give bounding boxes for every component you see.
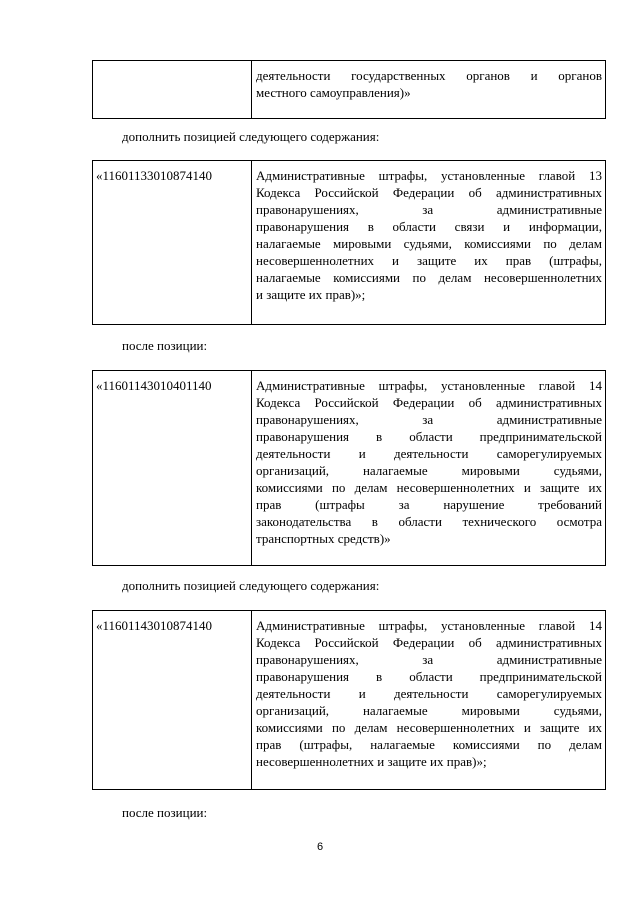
description-line: несовершеннолетних и защите их прав)»; — [256, 754, 487, 769]
description-line: комиссиями по делам несовершеннолетних и защите их — [256, 720, 602, 735]
description-line: правонарушения в области связи и информации, — [256, 219, 602, 234]
description-line: Кодекса Российской Федерации об административных — [256, 395, 602, 410]
description-line: правонарушения в области предпринимательской — [256, 429, 602, 444]
description-line: и защите их прав)»; — [256, 287, 366, 302]
table-4-code: «11601143010874140 — [93, 611, 252, 789]
description-line: Кодекса Российской Федерации об административных — [256, 185, 602, 200]
table-3-description — [252, 371, 606, 565]
description-line: налагаемые мировыми судьями, комиссиями по делам — [256, 236, 602, 251]
description-line: Административные штрафы, установленные главой 13 — [256, 168, 602, 183]
description-line: правонарушениях, за административные — [256, 652, 602, 667]
description-line: деятельности и деятельности саморегулируемых — [256, 686, 602, 701]
description-line: местного самоуправления)» — [256, 85, 411, 100]
description-line: деятельности государственных органов и органов — [256, 68, 602, 83]
description-line: прав (штрафы, налагаемые комиссиями по делам — [256, 737, 602, 752]
description-line: несовершеннолетних и защите их прав (штрафы, — [256, 253, 602, 268]
description-line: законодательства в области технического осмотра — [256, 514, 602, 529]
description-line: Кодекса Российской Федерации об административных — [256, 635, 602, 650]
table-1-code — [93, 61, 252, 118]
table-2-code: «11601133010874140 — [93, 161, 252, 324]
description-line: правонарушениях, за административные — [256, 202, 602, 217]
description-line: комиссиями по делам несовершеннолетних и защите их — [256, 480, 602, 495]
description-line: организаций, налагаемые мировыми судьями, — [256, 463, 602, 478]
description-line: транспортных средств)» — [256, 531, 391, 546]
page-number: 6 — [316, 841, 324, 853]
description-line: правонарушениях, за административные — [256, 412, 602, 427]
description-line: правонарушения в области предпринимательской — [256, 669, 602, 684]
paragraph-add-position-2: дополнить позицией следующего содержания: — [122, 578, 380, 593]
description-line: прав (штрафы за нарушение требований — [256, 497, 602, 512]
table-1 — [92, 60, 606, 119]
table-3 — [92, 370, 606, 566]
table-2 — [92, 160, 606, 325]
description-line: Административные штрафы, установленные главой 14 — [256, 378, 602, 393]
table-4 — [92, 610, 606, 790]
table-1-description — [252, 61, 606, 118]
paragraph-add-position-1: дополнить позицией следующего содержания: — [122, 129, 380, 144]
description-line: деятельности и деятельности саморегулируемых — [256, 446, 602, 461]
paragraph-after-position-1: после позиции: — [122, 338, 208, 353]
paragraph-after-position-2: после позиции: — [122, 805, 208, 820]
description-line: налагаемые комиссиями по делам несовершеннолетних — [256, 270, 602, 285]
table-2-description — [252, 161, 606, 324]
table-4-description — [252, 611, 606, 789]
description-line: Административные штрафы, установленные главой 14 — [256, 618, 602, 633]
description-line: организаций, налагаемые мировыми судьями, — [256, 703, 602, 718]
table-3-code: «11601143010401140 — [93, 371, 252, 565]
